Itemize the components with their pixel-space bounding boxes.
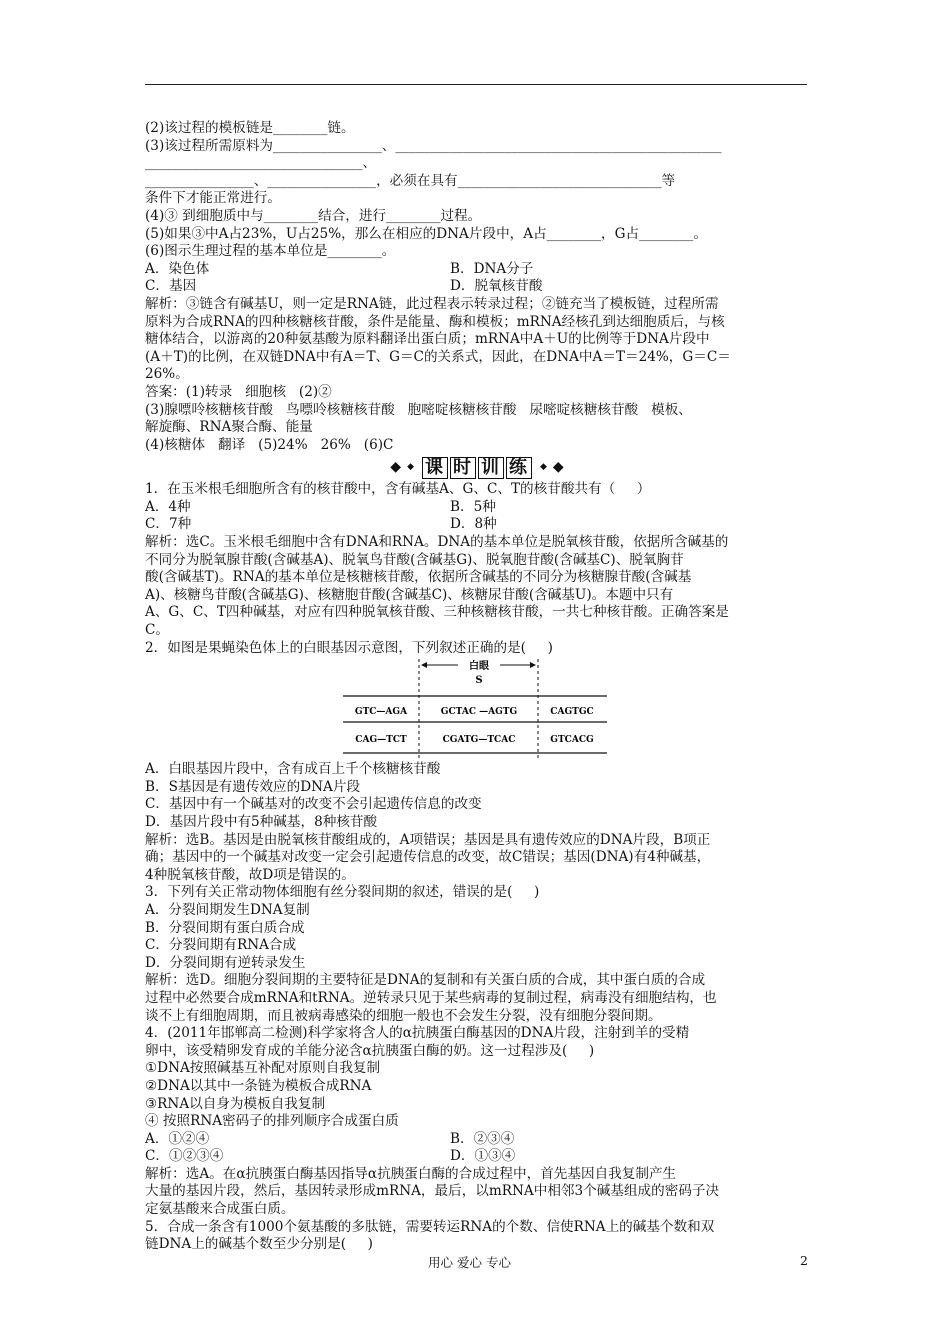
analysis-line: 确；基因中的一个碱基对改变一定会引起遗传信息的改变，故C错误；基因(DNA)有4种碱基， — [145, 849, 711, 866]
text-line: (6)图示生理过程的基本单位是________。 — [145, 243, 396, 260]
diamond-icon: ◆ — [552, 459, 564, 476]
analysis-line: 谈不上有细胞周期，而且被病毒感染的细胞一般也不会发生分裂，没有细胞分裂间期。 — [145, 1007, 662, 1024]
option-b: B．分裂间期有蛋白质合成 — [145, 919, 305, 936]
question-4-stem: 4．(2011年邯郸高二检测)科学家将含人的α抗胰蛋白酶基因的DNA片段，注射到羊的受精 — [145, 1025, 690, 1042]
answer-line: (4)核糖体 翻译 (5)24% 26% (6)C — [145, 436, 394, 453]
text-line: (5)如果③中A占23%，U占25%，那么在相应的DNA片段中，A占________，G占________。 — [145, 225, 708, 242]
banner-char: 课 — [422, 457, 448, 479]
list-item: ①DNA按照碱基互补配对原则自我复制 — [145, 1060, 381, 1077]
question-5-stem: 5．合成一条含有1000个氨基酸的多肽链，需要转运RNA的个数、信使RNA上的碱基个数和双 — [145, 1218, 715, 1235]
option-c: C．7种 — [145, 516, 192, 533]
answer-line: (3)腺嘌呤核糖核苷酸 鸟嘌呤核糖核苷酸 胞嘧啶核糖核苷酸 尿嘧啶核糖核苷酸 模板、 — [145, 401, 692, 418]
analysis-line: 糖体结合，以游离的20种氨基酸为原料翻译出蛋白质；mRNA中A＋U的比例等于DNA片段中 — [145, 331, 710, 348]
option-a: A．染色体 — [145, 260, 210, 277]
option-d: D．分裂间期有逆转录发生 — [145, 954, 306, 971]
text-line: (2)该过程的模板链是________链。 — [145, 120, 355, 136]
option-row — [145, 1148, 809, 1166]
question-5-stem: 链DNA上的碱基个数至少分别是( ) — [145, 1236, 373, 1253]
question-2-stem: 2．如图是果蝇染色体上的白眼基因示意图，下列叙述正确的是( ) — [145, 639, 553, 656]
top-seq-left: GTC—AGA — [354, 707, 408, 718]
option-a: A．4种 — [145, 498, 191, 515]
answer-line: 解旋酶、RNA聚合酶、能量 — [145, 419, 313, 436]
arrowhead-left-icon — [421, 662, 427, 668]
banner-char: 时 — [450, 457, 476, 479]
top-seq-middle: GCTAC —AGTG — [440, 707, 518, 718]
gene-diagram-svg — [343, 657, 607, 761]
answer-line: 答案：(1)转录 细胞核 (2)② — [145, 383, 332, 400]
analysis-line: 大量的基因片段，然后，基因转录形成mRNA，最后，以mRNA中相邻3个碱基组成的密码子决 — [145, 1183, 720, 1200]
arrowhead-right-icon — [530, 662, 536, 668]
gene-label: 白眼 — [469, 661, 489, 673]
option-c: C．基因 — [145, 278, 197, 295]
option-row — [145, 261, 809, 279]
option-row — [145, 516, 809, 534]
analysis-line: 解析：选D。细胞分裂间期的主要特征是DNA的复制和有关蛋白质的合成，其中蛋白质的合成 — [145, 972, 706, 989]
option-a: A．白眼基因片段中，含有成百上千个核糖核苷酸 — [145, 761, 441, 778]
banner-title — [421, 457, 533, 479]
section-banner — [145, 456, 809, 480]
option-d: D．基因片段中有5种碱基，8种核苷酸 — [145, 814, 378, 830]
header-rule — [145, 84, 807, 85]
option-c: C．分裂间期有RNA合成 — [145, 937, 297, 954]
analysis-line: A、G、C、T四种碱基，对应有四种脱氧核苷酸、三种核糖核苷酸，一共七种核苷酸。正确答案是 — [145, 604, 729, 621]
gene-diagram — [145, 657, 809, 761]
banner-char: 训 — [478, 457, 504, 479]
text-line: (3)该过程所需原料为________________、________________________________________________ — [145, 137, 722, 154]
text-line: ________________________________、 — [145, 155, 377, 172]
analysis-line: 原料为合成RNA的四种核糖核苷酸，条件是能量、酶和模板；mRNA经核孔到达细胞质后，与核 — [145, 313, 725, 330]
text-line: (4)③ 到细胞质中与________结合，进行________过程。 — [145, 207, 482, 224]
analysis-line: (A＋T)的比例，在双链DNA中有A＝T、G＝C的关系式，因此，在DNA中A＝T＝24%，G＝C＝ — [145, 348, 731, 365]
list-item: ③RNA以自身为模板自我复制 — [145, 1095, 326, 1112]
analysis-line: A)、核糖鸟苷酸(含碱基G)、核糖胞苷酸(含碱基C)、核糖尿苷酸(含碱基U)。本题中只有 — [145, 586, 674, 603]
bottom-seq-right: GTCACG — [550, 735, 594, 746]
option-a: A．①②④ — [145, 1130, 210, 1147]
option-row — [145, 499, 809, 517]
bottom-seq-middle: CGATG—TCAC — [442, 735, 516, 746]
text-line: 条件下才能正常进行。 — [145, 190, 281, 207]
footer-motto: 用心 爱心 专心 — [428, 1255, 511, 1270]
option-d: D．8种 — [450, 516, 497, 533]
small-diamond-icon: ◆ — [407, 462, 414, 473]
option-d: D．①③④ — [450, 1148, 516, 1165]
question-4-stem: 卵中，该受精卵发育成的羊能分泌含α抗胰蛋白酶的奶。这一过程涉及( ) — [145, 1042, 595, 1059]
list-item: ②DNA以其中一条链为模板合成RNA — [145, 1077, 372, 1094]
banner-char: 练 — [506, 457, 532, 479]
small-diamond-icon: ◆ — [540, 462, 547, 473]
diamond-icon: ◆ — [390, 459, 402, 476]
analysis-line: 过程中必然要合成mRNA和tRNA。逆转录只见于某些病毒的复制过程，病毒没有细胞结构，也 — [145, 989, 717, 1006]
s-gene-label: S — [475, 675, 483, 687]
option-b: B．DNA分子 — [450, 260, 534, 277]
question-1-stem: 1．在玉米根毛细胞所含有的核苷酸中，含有碱基A、G、C、T的核苷酸共有（ ） — [145, 481, 651, 498]
option-d: D．脱氧核苷酸 — [450, 278, 543, 295]
top-seq-right: CAGTGC — [550, 707, 594, 718]
option-c: C．基因中有一个碱基对的改变不会引起遗传信息的改变 — [145, 796, 482, 813]
list-item: ④ 按照RNA密码子的排列顺序合成蛋白质 — [145, 1113, 399, 1130]
bottom-seq-left: CAG—TCT — [355, 735, 407, 746]
analysis-line: 4种脱氧核苷酸，故D项是错误的。 — [145, 866, 355, 883]
option-b: B．②③④ — [450, 1130, 515, 1147]
analysis-line: 解析：选A。在α抗胰蛋白酶基因指导α抗胰蛋白酶的合成过程中，首先基因自我复制产生 — [145, 1165, 677, 1182]
option-row — [145, 1131, 809, 1149]
question-3-stem: 3．下列有关正常动物体细胞有丝分裂间期的叙述，错误的是( ) — [145, 884, 540, 901]
analysis-line: 解析：③链含有碱基U，则一定是RNA链，此过程表示转录过程；②链充当了模板链，过程所需 — [145, 295, 719, 312]
analysis-line: 定氨基酸来合成蛋白质。 — [145, 1201, 295, 1218]
page-content — [145, 120, 809, 1254]
analysis-line: 解析：选B。基因是由脱氧核苷酸组成的，A项错误；基因是具有遗传效应的DNA片段，B项正 — [145, 831, 711, 848]
option-a: A．分裂间期发生DNA复制 — [145, 901, 310, 918]
analysis-line: 不同分为脱氧腺苷酸(含碱基A)、脱氧鸟苷酸(含碱基G)、脱氧胞苷酸(含碱基C)、脱氧胸苷 — [145, 551, 684, 568]
analysis-line: 26%。 — [145, 366, 189, 383]
option-c: C．①②③④ — [145, 1148, 224, 1165]
text-line: ________________、________________，必须在具有______________________________等 — [145, 172, 676, 189]
page-number: 2 — [800, 1253, 808, 1268]
analysis-line: C。 — [145, 622, 169, 639]
option-row — [145, 278, 809, 296]
option-b: B．5种 — [450, 498, 496, 515]
analysis-line: 解析：选C。玉米根毛细胞中含有DNA和RNA。DNA的基本单位是脱氧核苷酸，依据所含碱基的 — [145, 534, 729, 551]
option-b: B．S基因是有遗传效应的DNA片段 — [145, 778, 361, 795]
analysis-line: 酸(含碱基T)。RNA的基本单位是核糖核苷酸，依据所含碱基的不同分为核糖腺苷酸(含碱基 — [145, 569, 692, 586]
